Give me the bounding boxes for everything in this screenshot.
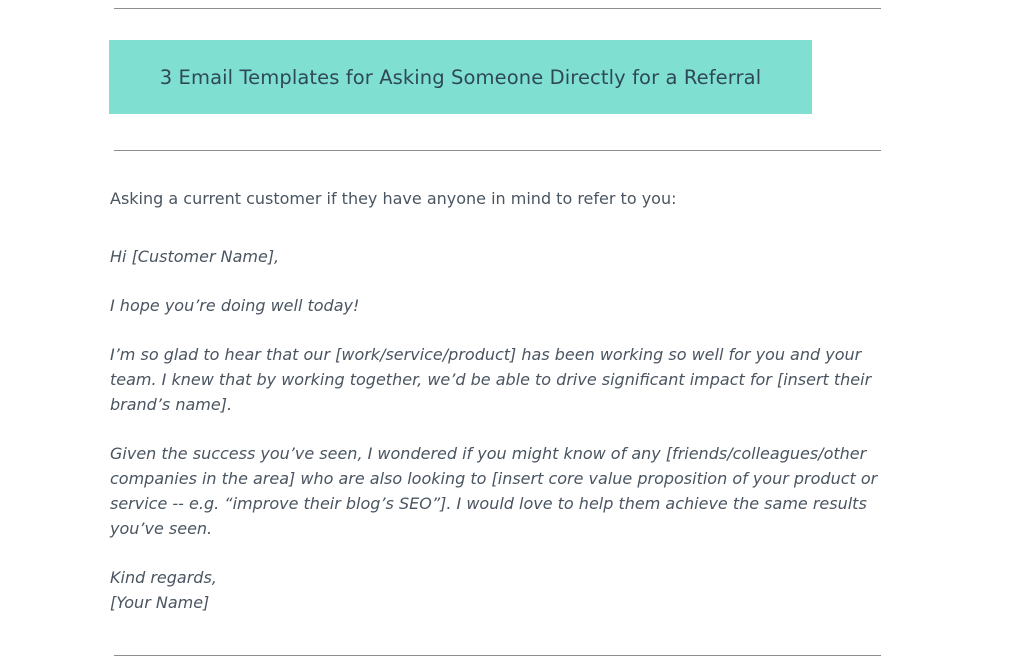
intro-text: Asking a current customer if they have anyone in mind to refer to you:: [110, 189, 677, 208]
email-template: [110, 244, 880, 615]
email-paragraph: I hope you’re doing well today!: [110, 296, 360, 315]
section-banner: [109, 40, 812, 114]
section-title: 3 Email Templates for Asking Someone Directly for a Referral: [159, 65, 762, 89]
banner-divider: [114, 150, 881, 151]
bottom-divider: [114, 655, 881, 656]
email-closing: Kind regards,: [110, 568, 217, 587]
email-signature: [Your Name]: [110, 593, 210, 612]
email-paragraph: I’m so glad to hear that our [work/service/product] has been working so well for you and your team. I knew that by working together, we’d be able to drive significant impact for [insert their brand’s name].: [110, 345, 872, 414]
email-signoff: [110, 565, 880, 615]
top-divider: [114, 8, 881, 9]
email-greeting: Hi [Customer Name],: [110, 247, 280, 266]
article-body: [110, 186, 880, 615]
email-paragraph: Given the success you’ve seen, I wondered if you might know of any [friends/colleagues/other companies in the area] who are also looking to [insert core value proposition of your product or service -- e.g. “improve their blog’s SEO”]. I would love to help them achieve the same results you’ve seen.: [110, 444, 878, 538]
